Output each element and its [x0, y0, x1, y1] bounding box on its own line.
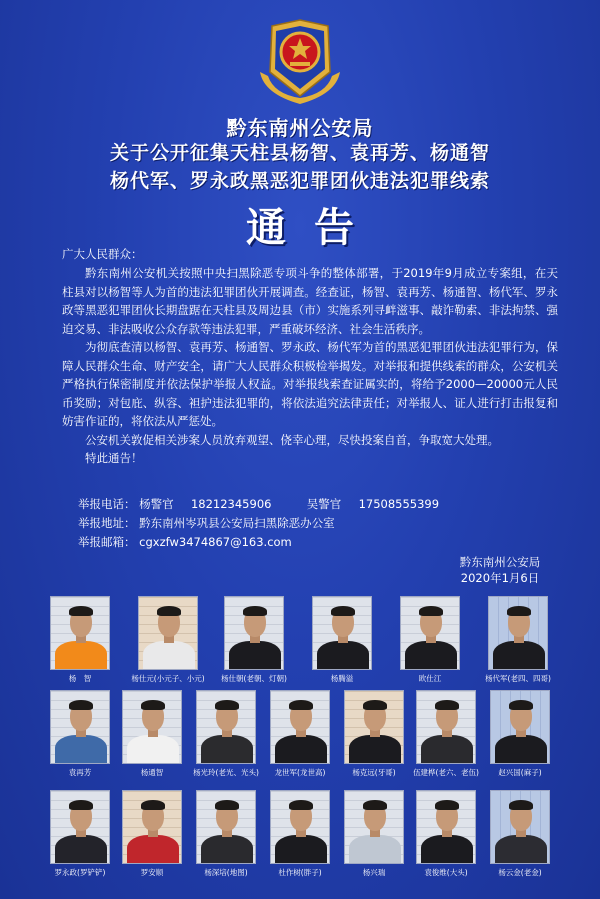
address-value: 黔东南州岑巩县公安局扫黑除恶办公室 [139, 516, 335, 530]
suspect-photo [490, 790, 550, 864]
suspect-name: 赵兴国(麻子) [498, 768, 542, 777]
contact-address [78, 515, 335, 531]
suspect-photo [138, 596, 198, 670]
suspect-photo [270, 790, 330, 864]
contact-phone [78, 496, 439, 512]
suspect-card [131, 596, 205, 684]
suspect-name: 杨深培(地图) [204, 868, 248, 877]
phone-2[interactable]: 17508555399 [358, 497, 440, 511]
suspect-photo [122, 690, 182, 764]
suspect-card [344, 690, 404, 778]
officer-1: 杨警官 [139, 497, 174, 511]
suspect-photo [312, 596, 372, 670]
suspect-photo [122, 790, 182, 864]
suspect-card [344, 790, 404, 878]
suspect-card [400, 596, 460, 684]
suspect-name: 杨光玲(老光、光头) [193, 768, 259, 777]
notice-heading: 通告 [246, 205, 382, 251]
email-label: 举报邮箱： [78, 535, 136, 549]
suspect-name: 袁再芳 [68, 768, 92, 777]
suspect-card [196, 790, 256, 878]
suspect-card [221, 596, 287, 684]
suspect-photo [50, 596, 110, 670]
suspect-name: 杨 智 [68, 674, 92, 683]
paragraph-2: 为彻底查清以杨智、袁再芳、杨通智、罗永政、杨代军为首的黑恶犯罪团伙违法犯罪行为，保障人民群众生命、财产安全，请广大人民群众积极检举揭发。对举报和提供线索的群众，公安机关严格执行保密制度并依法保护举报人权益。对举报线索查证属实的，将给予2000—20000元人民币奖励；对包庇、纵容、袒护违法犯罪的，将依法追究法律责任；对举报人、证人进行打击报复和妨害作证的，将依法从严惩处。 [62, 340, 558, 428]
suspect-photo [416, 690, 476, 764]
suspect-name: 杜作树(胖子) [278, 868, 322, 877]
suspect-card [490, 690, 550, 778]
address-label: 举报地址： [78, 516, 136, 530]
paragraph-4: 特此通告！ [85, 451, 143, 465]
notice-title-line2: 杨代军、罗永政黑恶犯罪团伙违法犯罪线索 [109, 170, 490, 192]
contact-email [78, 534, 292, 550]
suspect-name: 杨仕元(小元子、小元) [131, 674, 205, 683]
suspect-card [485, 596, 551, 684]
suspect-photo [344, 690, 404, 764]
officer-2: 吴警官 [306, 497, 342, 511]
suspect-photo [416, 790, 476, 864]
suspect-name: 杨通智 [140, 768, 164, 777]
suspect-card [270, 790, 330, 878]
notice-body [62, 264, 558, 468]
suspect-name: 罗安顺 [140, 868, 164, 877]
suspect-card [122, 690, 182, 778]
phone-1[interactable]: 18212345906 [190, 497, 272, 511]
suspect-card [312, 596, 372, 684]
police-emblem-icon [254, 14, 346, 108]
suspect-photo [196, 690, 256, 764]
signature-block [440, 554, 560, 586]
suspect-photo [344, 790, 404, 864]
suspect-card [50, 690, 110, 778]
suspect-name: 杨克远(牙哥) [352, 768, 396, 777]
signature-org: 黔东南州公安局 [459, 555, 541, 569]
suspect-photo [196, 790, 256, 864]
suspect-name: 杨云金(老金) [498, 868, 542, 877]
issuing-organization: 黔东南州公安局 [226, 116, 374, 140]
suspect-photo [224, 596, 284, 670]
suspect-photo [490, 690, 550, 764]
suspect-name: 杨仕朝(老朝、灯朝) [221, 674, 287, 683]
suspect-name: 袁俊维(大头) [424, 868, 468, 877]
suspect-name: 罗永政(罗铲铲) [54, 868, 106, 877]
suspect-photo [400, 596, 460, 670]
suspect-card [413, 690, 479, 778]
suspect-name: 龙世军(龙世高) [274, 768, 326, 777]
signature-date: 2020年1月6日 [460, 571, 540, 585]
paragraph-1: 黔东南州公安机关按照中央扫黑除恶专项斗争的整体部署，于2019年9月成立专案组，在天柱县对以杨智等人为首的违法犯罪团伙开展调查。经查证，杨智、袁再芳、杨通智、杨代军、罗永政等黑恶犯罪团伙长期盘踞在天柱县及周边县（市）实施系列寻衅滋事、敲诈勒索、非法拘禁、强迫交易、非法吸收公众存款等违法犯罪，严重破坏经济、社会生活秩序。 [62, 266, 558, 336]
salutation: 广大人民群众： [62, 247, 143, 261]
suspect-name: 杨代军(老四、四哥) [485, 674, 551, 683]
suspect-photo [50, 690, 110, 764]
suspect-name: 伍建桦(老六、老伍) [413, 768, 479, 777]
suspect-photo [50, 790, 110, 864]
phone-label: 举报电话： [78, 497, 136, 511]
paragraph-3: 公安机关敦促相关涉案人员放弃观望、侥幸心理，尽快投案自首，争取宽大处理。 [85, 432, 499, 447]
email-value[interactable]: cgxzfw3474867@163.com [139, 535, 292, 549]
suspect-name: 杨腾溢 [330, 674, 354, 683]
suspect-name: 欧仕江 [418, 674, 442, 683]
notice-title-line1: 关于公开征集天柱县杨智、袁再芳、杨通智 [109, 142, 490, 164]
suspect-name: 杨兴瑞 [362, 868, 386, 877]
suspect-card [193, 690, 259, 778]
suspect-photo [270, 690, 330, 764]
suspect-card [416, 790, 476, 878]
suspect-card [122, 790, 182, 878]
suspect-photo [488, 596, 548, 670]
suspect-card [270, 690, 330, 778]
suspect-card [50, 790, 110, 878]
suspect-card [50, 596, 110, 684]
suspect-card [490, 790, 550, 878]
